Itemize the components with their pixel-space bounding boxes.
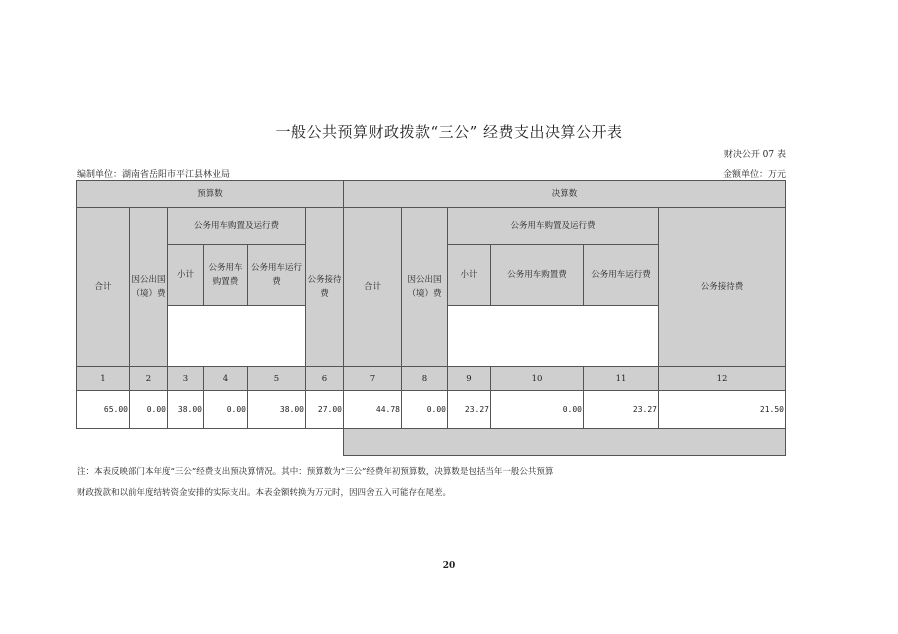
col-number: 3: [168, 367, 204, 391]
final-total-header: 合计: [344, 208, 402, 367]
final-subtotal-header: 小计: [448, 245, 491, 306]
col-number: 2: [130, 367, 168, 391]
col-number: 9: [448, 367, 491, 391]
value-cell: 0.00: [130, 391, 168, 429]
grey-bar: [344, 429, 786, 456]
form-number: 财决公开 07 表: [723, 150, 786, 160]
page-title: 一般公共预算财政拨款“三公” 经费支出决算公开表: [275, 123, 623, 141]
col-number: 10: [491, 367, 584, 391]
value-cell: 23.27: [584, 391, 659, 429]
value-cell: 44.78: [344, 391, 402, 429]
final-abroad-header: 因公出国（境）费: [402, 208, 448, 367]
value-cell: 21.50: [659, 391, 786, 429]
budget-car-group-header: 公务用车购置及运行费: [168, 208, 306, 245]
col-number: 7: [344, 367, 402, 391]
col-number: 5: [248, 367, 306, 391]
final-reception-header: 公务接待费: [659, 208, 786, 367]
final-car-purchase-header: 公务用车购置费: [491, 245, 584, 306]
budget-abroad-header: 因公出国（境）费: [130, 208, 168, 367]
col-number: 12: [659, 367, 786, 391]
value-cell: 27.00: [306, 391, 344, 429]
budget-total-header: 合计: [77, 208, 130, 367]
empty-area: [77, 429, 344, 456]
col-number: 11: [584, 367, 659, 391]
col-number: 8: [402, 367, 448, 391]
value-cell: 0.00: [402, 391, 448, 429]
expenditure-table: [76, 180, 786, 456]
final-car-running-header: 公务用车运行费: [584, 245, 659, 306]
value-cell: 38.00: [168, 391, 204, 429]
budget-subtotal-header: 小计: [168, 245, 204, 306]
budget-header: 预算数: [77, 181, 344, 208]
money-unit: 金额单位：万元: [722, 170, 786, 180]
note-line-1: 注：本表反映部门本年度“三公”经费支出预决算情况。其中：预算数为“三公”经费年初预算数，决算数是包括当年一般公共预算: [77, 467, 554, 477]
value-cell: 23.27: [448, 391, 491, 429]
budget-car-running-header: 公务用车运行费: [248, 245, 306, 306]
value-cell: 0.00: [491, 391, 584, 429]
final-car-group-header: 公务用车购置及运行费: [448, 208, 659, 245]
col-number: 4: [204, 367, 248, 391]
final-header: 决算数: [344, 181, 786, 208]
compiling-unit: 编制单位：湖南省岳阳市平江县林业局: [77, 170, 231, 180]
value-cell: 0.00: [204, 391, 248, 429]
note-line-2: 财政拨款和以前年度结转资金安排的实际支出。本表金额转换为万元时，因四舍五入可能存在尾差。: [77, 488, 452, 498]
value-cell: 38.00: [248, 391, 306, 429]
col-number: 6: [306, 367, 344, 391]
budget-car-purchase-header: 公务用车购置费: [204, 245, 248, 306]
col-number: 1: [77, 367, 130, 391]
value-cell: 65.00: [77, 391, 130, 429]
budget-reception-header: 公务接待费: [306, 208, 344, 367]
page-number: 20: [442, 561, 456, 571]
